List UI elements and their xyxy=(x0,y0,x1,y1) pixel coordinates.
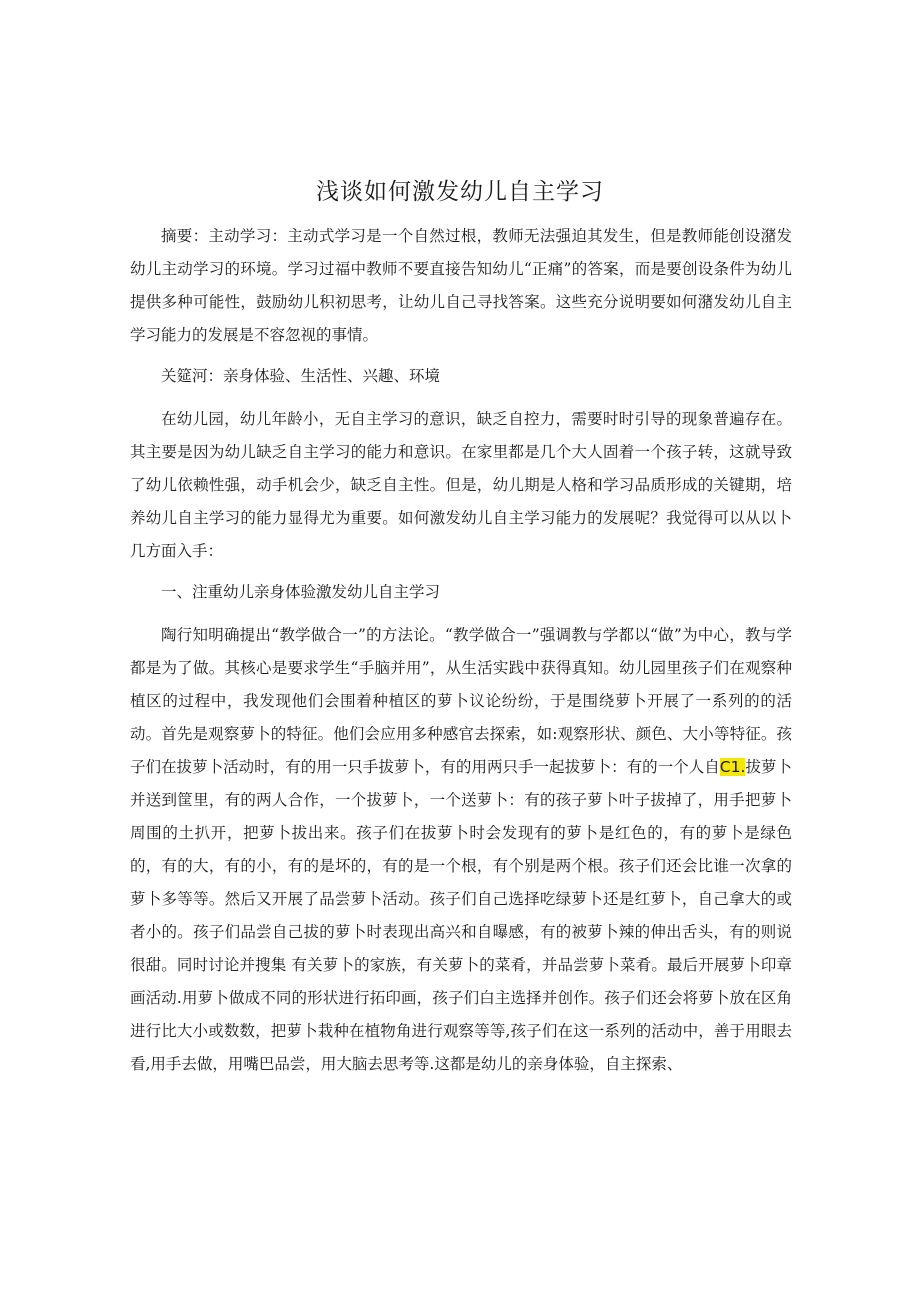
highlighted-text: C1. xyxy=(719,758,746,776)
document-body xyxy=(130,220,792,1089)
section-heading: 一、注重幼儿亲身体验激发幼儿自主学习 xyxy=(161,583,441,601)
abstract-paragraph: 摘要：主动学习：主动式学习是一个自然过根，教师无法强迫其发生，但是教师能创设潴发幼儿主动学习的环境。学习过福中教师不要直接告知幼儿“正痛”的答案，而是要创设条件为幼儿提供多种可能性，鼓励幼儿积初思考，让幼儿自己寻找答案。这些充分说明要如何潴发幼儿自主学习能力的发展是不容忽视的事情。 xyxy=(130,227,792,344)
keywords-paragraph: 关筵河：亲身体验、生活性、兴趣、环境 xyxy=(161,367,441,385)
body-text-before: 陶行知明确提出“教学做合一”的方法论。“教学做合一”强调教与学都以“做”为中心，教与学都是为了做。其核心是要求学生“手脑并用”，从生活实践中获得真知。幼儿园里孩子们在观察种植区的过程中，我发现他们会围着种植区的萝卜议论纷纷，于是围绕萝卜开展了一系列的的活动。首先是观察萝卜的特征。他们会应用多种感官去探索，如:观察形状、颜色、大小等特征。孩子们在拔萝卜活动时，有的用一只手拔萝卜，有的用两只手一起拔萝卜：有的一个人自 xyxy=(130,626,792,776)
document-title: 浅谈如何激发幼儿自主学习 xyxy=(316,179,604,205)
body-paragraph xyxy=(130,619,792,1081)
body-text-after: 拔萝卜并送到筐里，有的两人合作，一个拔萝卜，一个送萝卜：有的孩子萝卜叶子拔掉了，用手把萝卜周围的土扒开，把萝卜拔出来。孩子们在拔萝卜时会发现有的萝卜是红色的，有的萝卜是绿色的，有的大，有的小，有的是坏的，有的是一个根，有个别是两个根。孩子们还会比谁一次拿的萝卜多等等。然后又开展了品尝萝卜活动。孩子们自己选择吃绿萝卜还是红萝卜，自己拿大的或者小的。孩子们品尝自己拔的萝卜时表现出高兴和自曝感，有的被萝卜辣的伸出舌头，有的则说很甜。同时讨论并搜集 有关萝卜的家族，有关萝卜的菜肴，并品尝萝卜菜肴。最后开展萝卜印章画活动.用萝卜做成不同的形状进行拓印画，孩子们白主选择并创作。孩子们还会将萝卜放在区角进行比大小或数数，把萝卜栽种在植物角进行观察等等,孩子们在这一系列的活动中，善于用眼去看,用手去做，用嘴巴品尝，用大脑去思考等.这都是幼儿的亲身体验，自主探索、 xyxy=(130,758,792,1073)
intro-paragraph: 在幼儿园，幼儿年龄小，无自主学习的意识，缺乏自控力，需要时时引导的现象普遍存在。其主要是因为幼儿缺乏自主学习的能力和意识。在家里都是几个大人固着一个孩子转，这就导致了幼儿依赖性强，动手机会少，缺乏自主性。但是，幼儿期是人格和学习品质形成的关键期，培养幼儿自主学习的能力显得尤为重要。如何激发幼儿自主学习能力的发展呢？我觉得可以从以卜几方面入手： xyxy=(130,410,792,560)
